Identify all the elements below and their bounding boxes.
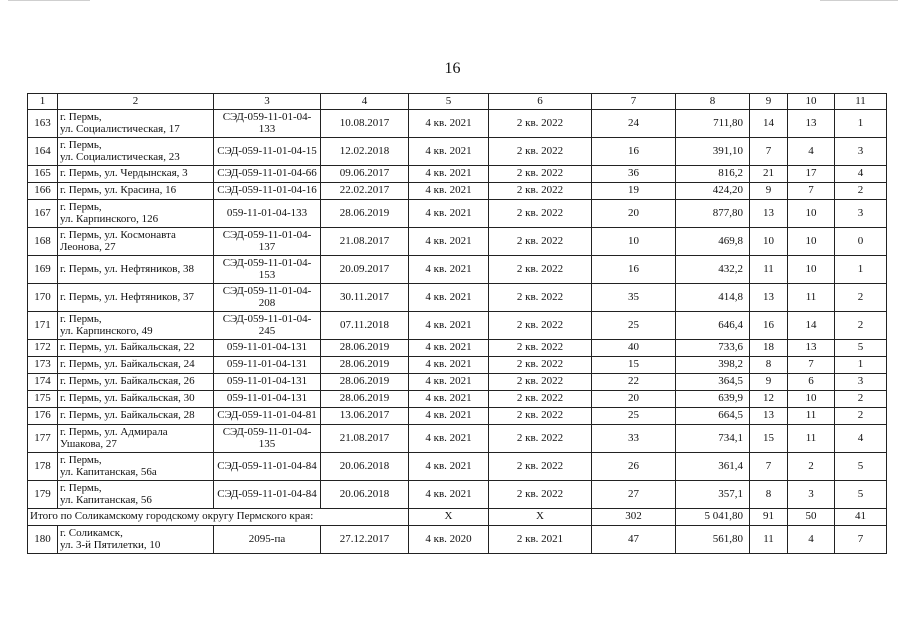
table-row [28, 453, 887, 481]
address-cell [58, 138, 214, 166]
address-cell [58, 284, 214, 312]
end-period-cell: 2 кв. 2022 [489, 256, 592, 284]
address-cell [58, 228, 214, 256]
column-number-9: 9 [750, 94, 788, 110]
document-date-cell: 12.02.2018 [321, 138, 409, 166]
document-number-cell [214, 138, 321, 166]
value-9-cell: 9 [750, 374, 788, 391]
area-cell: 816,2 [676, 166, 750, 183]
value-10-cell: 10 [788, 228, 835, 256]
table-row [28, 340, 887, 357]
top-rule-right [820, 0, 898, 1]
summary-c8: 5 041,80 [676, 509, 750, 526]
cell-line: 2095-па [248, 532, 286, 545]
column-number-8: 8 [676, 94, 750, 110]
row-number: 174 [28, 374, 58, 391]
area-cell: 733,6 [676, 340, 750, 357]
end-period-cell: 2 кв. 2022 [489, 200, 592, 228]
start-period-cell: 4 кв. 2021 [409, 357, 489, 374]
end-period-cell: 2 кв. 2022 [489, 312, 592, 340]
count-cell: 33 [592, 425, 676, 453]
count-cell: 22 [592, 374, 676, 391]
cell-line: ул. Карпинского, 49 [60, 324, 153, 337]
row-number: 163 [28, 110, 58, 138]
count-cell: 27 [592, 481, 676, 509]
table-row [28, 228, 887, 256]
value-9-cell: 7 [750, 453, 788, 481]
start-period-cell: 4 кв. 2021 [409, 374, 489, 391]
table-row [28, 256, 887, 284]
page-number: 16 [444, 60, 461, 77]
address-cell [58, 526, 214, 554]
count-cell: 35 [592, 284, 676, 312]
area-cell: 711,80 [676, 110, 750, 138]
cell-line: СЭД-059-11-01-04- [222, 257, 312, 269]
row-number: 173 [28, 357, 58, 374]
cell-line: СЭД-059-11-01-04- [222, 426, 312, 438]
column-number-6: 6 [489, 94, 592, 110]
value-11-cell: 2 [835, 408, 887, 425]
value-10-cell: 17 [788, 166, 835, 183]
start-period-cell: 4 кв. 2020 [409, 526, 489, 554]
value-10-cell: 4 [788, 526, 835, 554]
value-11-cell: 3 [835, 200, 887, 228]
address-cell [58, 374, 214, 391]
value-10-cell: 13 [788, 340, 835, 357]
column-number-7: 7 [592, 94, 676, 110]
row-number: 169 [28, 256, 58, 284]
row-number: 180 [28, 526, 58, 554]
cell-line: 059-11-01-04-131 [226, 375, 308, 388]
cell-line: ул. Капитанская, 56 [60, 493, 152, 506]
row-number: 176 [28, 408, 58, 425]
table-body [28, 94, 887, 554]
end-period-cell: 2 кв. 2022 [489, 453, 592, 481]
end-period-cell: 2 кв. 2022 [489, 391, 592, 408]
end-period-cell: 2 кв. 2022 [489, 408, 592, 425]
cell-line: ул. Капитанская, 56а [60, 465, 157, 478]
area-cell: 469,8 [676, 228, 750, 256]
cell-line: СЭД-059-11-01-04-84 [217, 459, 317, 472]
cell-line: 133 [258, 122, 276, 135]
table-row [28, 200, 887, 228]
count-cell: 20 [592, 391, 676, 408]
document-number-cell [214, 312, 321, 340]
table-row [28, 391, 887, 408]
value-11-cell: 0 [835, 228, 887, 256]
start-period-cell: 4 кв. 2021 [409, 425, 489, 453]
area-cell: 357,1 [676, 481, 750, 509]
value-9-cell: 15 [750, 425, 788, 453]
document-number-cell [214, 481, 321, 509]
value-11-cell: 2 [835, 284, 887, 312]
cell-line: 059-11-01-04-133 [226, 206, 308, 219]
summary-c6: Х [489, 509, 592, 526]
value-10-cell: 10 [788, 200, 835, 228]
value-9-cell: 16 [750, 312, 788, 340]
count-cell: 25 [592, 408, 676, 425]
cell-line: г. Пермь, ул. Нефтяников, 38 [60, 262, 194, 275]
area-cell: 664,5 [676, 408, 750, 425]
cell-line: 135 [258, 437, 276, 450]
address-cell [58, 425, 214, 453]
cell-line: СЭД-059-11-01-04-16 [217, 184, 317, 197]
value-11-cell: 5 [835, 340, 887, 357]
start-period-cell: 4 кв. 2021 [409, 391, 489, 408]
cell-line: г. Пермь, ул. Байкальская, 24 [60, 358, 195, 371]
value-11-cell: 4 [835, 166, 887, 183]
value-9-cell: 21 [750, 166, 788, 183]
start-period-cell: 4 кв. 2021 [409, 408, 489, 425]
address-cell [58, 312, 214, 340]
document-number-cell [214, 228, 321, 256]
cell-line: СЭД-059-11-01-04-81 [217, 409, 317, 422]
table-row [28, 166, 887, 183]
value-11-cell: 7 [835, 526, 887, 554]
row-number: 165 [28, 166, 58, 183]
end-period-cell: 2 кв. 2022 [489, 138, 592, 166]
address-cell [58, 481, 214, 509]
count-cell: 10 [592, 228, 676, 256]
cell-line: ул. 3-й Пятилетки, 10 [60, 538, 161, 551]
start-period-cell: 4 кв. 2021 [409, 228, 489, 256]
document-date-cell: 20.06.2018 [321, 481, 409, 509]
document-number-cell [214, 357, 321, 374]
value-11-cell: 5 [835, 481, 887, 509]
row-number: 179 [28, 481, 58, 509]
cell-line: ул. Социалистическая, 17 [60, 122, 180, 135]
address-cell [58, 357, 214, 374]
start-period-cell: 4 кв. 2021 [409, 166, 489, 183]
value-10-cell: 10 [788, 391, 835, 408]
table-row [28, 183, 887, 200]
value-9-cell: 18 [750, 340, 788, 357]
start-period-cell: 4 кв. 2021 [409, 256, 489, 284]
column-number-5: 5 [409, 94, 489, 110]
document-date-cell: 20.06.2018 [321, 453, 409, 481]
table-row [28, 357, 887, 374]
summary-c10: 50 [788, 509, 835, 526]
count-cell: 15 [592, 357, 676, 374]
area-cell: 877,80 [676, 200, 750, 228]
area-cell: 424,20 [676, 183, 750, 200]
document-number-cell [214, 110, 321, 138]
table-row [28, 312, 887, 340]
summary-c7: 302 [592, 509, 676, 526]
document-date-cell: 07.11.2018 [321, 312, 409, 340]
cell-line: СЭД-059-11-01-04-66 [217, 167, 317, 180]
start-period-cell: 4 кв. 2021 [409, 200, 489, 228]
row-number: 172 [28, 340, 58, 357]
cell-line: 245 [258, 324, 276, 337]
end-period-cell: 2 кв. 2022 [489, 425, 592, 453]
value-9-cell: 9 [750, 183, 788, 200]
end-period-cell: 2 кв. 2022 [489, 481, 592, 509]
count-cell: 40 [592, 340, 676, 357]
cell-line: г. Пермь, ул. Нефтяников, 37 [60, 290, 194, 303]
end-period-cell: 2 кв. 2021 [489, 526, 592, 554]
value-10-cell: 14 [788, 312, 835, 340]
area-cell: 364,5 [676, 374, 750, 391]
value-11-cell: 3 [835, 374, 887, 391]
table-row [28, 425, 887, 453]
cell-line: ул. Социалистическая, 23 [60, 150, 180, 163]
cell-line: г. Пермь, ул. Байкальская, 26 [60, 375, 195, 388]
count-cell: 36 [592, 166, 676, 183]
area-cell: 646,4 [676, 312, 750, 340]
row-number: 175 [28, 391, 58, 408]
column-number-4: 4 [321, 94, 409, 110]
summary-row [28, 509, 887, 526]
column-number-row [28, 94, 887, 110]
area-cell: 361,4 [676, 453, 750, 481]
cell-line: 059-11-01-04-131 [226, 341, 308, 354]
summary-c9: 91 [750, 509, 788, 526]
cell-line: г. Пермь, [60, 313, 102, 325]
value-11-cell: 1 [835, 256, 887, 284]
row-number: 178 [28, 453, 58, 481]
table-row [28, 481, 887, 509]
value-9-cell: 11 [750, 526, 788, 554]
cell-line: Леонова, 27 [60, 240, 116, 253]
end-period-cell: 2 кв. 2022 [489, 340, 592, 357]
table-row [28, 526, 887, 554]
table-row [28, 284, 887, 312]
count-cell: 24 [592, 110, 676, 138]
registry-table [27, 93, 887, 554]
cell-line: г. Пермь, ул. Байкальская, 30 [60, 392, 195, 405]
cell-line: Ушакова, 27 [60, 437, 117, 450]
cell-line: г. Пермь, ул. Космонавта [60, 229, 176, 241]
address-cell [58, 110, 214, 138]
address-cell [58, 340, 214, 357]
document-number-cell [214, 374, 321, 391]
row-number: 164 [28, 138, 58, 166]
document-date-cell: 28.06.2019 [321, 340, 409, 357]
count-cell: 16 [592, 138, 676, 166]
value-10-cell: 10 [788, 256, 835, 284]
area-cell: 432,2 [676, 256, 750, 284]
cell-line: СЭД-059-11-01-04-84 [217, 487, 317, 500]
cell-line: г. Пермь, ул. Красина, 16 [60, 184, 177, 197]
table-row [28, 110, 887, 138]
row-number: 167 [28, 200, 58, 228]
row-number: 168 [28, 228, 58, 256]
cell-line: 059-11-01-04-131 [226, 358, 308, 371]
area-cell: 414,8 [676, 284, 750, 312]
document-date-cell: 28.06.2019 [321, 200, 409, 228]
end-period-cell: 2 кв. 2022 [489, 183, 592, 200]
column-number-10: 10 [788, 94, 835, 110]
value-10-cell: 11 [788, 284, 835, 312]
value-11-cell: 1 [835, 110, 887, 138]
value-11-cell: 2 [835, 312, 887, 340]
document-number-cell [214, 200, 321, 228]
table-row [28, 408, 887, 425]
document-number-cell [214, 166, 321, 183]
address-cell [58, 453, 214, 481]
value-9-cell: 10 [750, 228, 788, 256]
document-date-cell: 13.06.2017 [321, 408, 409, 425]
cell-line: 208 [258, 296, 276, 309]
count-cell: 26 [592, 453, 676, 481]
start-period-cell: 4 кв. 2021 [409, 312, 489, 340]
address-cell [58, 183, 214, 200]
value-10-cell: 7 [788, 183, 835, 200]
document-date-cell: 28.06.2019 [321, 391, 409, 408]
summary-c5: Х [409, 509, 489, 526]
value-9-cell: 7 [750, 138, 788, 166]
address-cell [58, 408, 214, 425]
end-period-cell: 2 кв. 2022 [489, 166, 592, 183]
value-10-cell: 13 [788, 110, 835, 138]
address-cell [58, 200, 214, 228]
area-cell: 391,10 [676, 138, 750, 166]
document-date-cell: 28.06.2019 [321, 357, 409, 374]
document-date-cell: 22.02.2017 [321, 183, 409, 200]
cell-line: СЭД-059-11-01-04- [222, 229, 312, 241]
cell-line: г. Пермь, [60, 482, 102, 494]
document-number-cell [214, 284, 321, 312]
cell-line: г. Пермь, ул. Адмирала [60, 426, 168, 438]
table-row [28, 374, 887, 391]
area-cell: 398,2 [676, 357, 750, 374]
value-11-cell: 5 [835, 453, 887, 481]
cell-line: СЭД-059-11-01-04- [222, 285, 312, 297]
row-number: 170 [28, 284, 58, 312]
row-number: 177 [28, 425, 58, 453]
value-9-cell: 11 [750, 256, 788, 284]
document-date-cell: 10.08.2017 [321, 110, 409, 138]
column-number-2: 2 [58, 94, 214, 110]
cell-line: г. Пермь, ул. Чердынская, 3 [60, 167, 188, 180]
document-number-cell [214, 256, 321, 284]
area-cell: 639,9 [676, 391, 750, 408]
document-date-cell: 20.09.2017 [321, 256, 409, 284]
column-number-3: 3 [214, 94, 321, 110]
start-period-cell: 4 кв. 2021 [409, 453, 489, 481]
table-row [28, 138, 887, 166]
value-11-cell: 2 [835, 391, 887, 408]
value-11-cell: 3 [835, 138, 887, 166]
document-date-cell: 30.11.2017 [321, 284, 409, 312]
value-10-cell: 2 [788, 453, 835, 481]
column-number-1: 1 [28, 94, 58, 110]
value-11-cell: 1 [835, 357, 887, 374]
end-period-cell: 2 кв. 2022 [489, 228, 592, 256]
column-number-11: 11 [835, 94, 887, 110]
document-number-cell [214, 183, 321, 200]
count-cell: 19 [592, 183, 676, 200]
cell-line: г. Пермь, [60, 139, 102, 151]
cell-line: 059-11-01-04-131 [226, 392, 308, 405]
start-period-cell: 4 кв. 2021 [409, 183, 489, 200]
address-cell [58, 166, 214, 183]
document-date-cell: 21.08.2017 [321, 425, 409, 453]
end-period-cell: 2 кв. 2022 [489, 110, 592, 138]
value-11-cell: 2 [835, 183, 887, 200]
value-10-cell: 6 [788, 374, 835, 391]
cell-line: 153 [258, 268, 276, 281]
value-9-cell: 14 [750, 110, 788, 138]
cell-line: г. Соликамск, [60, 527, 123, 539]
value-10-cell: 4 [788, 138, 835, 166]
count-cell: 47 [592, 526, 676, 554]
area-cell: 734,1 [676, 425, 750, 453]
row-number: 171 [28, 312, 58, 340]
value-9-cell: 13 [750, 284, 788, 312]
cell-line: 137 [258, 240, 276, 253]
value-10-cell: 7 [788, 357, 835, 374]
end-period-cell: 2 кв. 2022 [489, 284, 592, 312]
document-date-cell: 21.08.2017 [321, 228, 409, 256]
area-cell: 561,80 [676, 526, 750, 554]
document-number-cell [214, 391, 321, 408]
value-11-cell: 4 [835, 425, 887, 453]
start-period-cell: 4 кв. 2021 [409, 138, 489, 166]
end-period-cell: 2 кв. 2022 [489, 374, 592, 391]
value-9-cell: 8 [750, 481, 788, 509]
end-period-cell: 2 кв. 2022 [489, 357, 592, 374]
cell-line: СЭД-059-11-01-04-15 [217, 144, 317, 157]
value-9-cell: 13 [750, 408, 788, 425]
value-10-cell: 3 [788, 481, 835, 509]
count-cell: 20 [592, 200, 676, 228]
cell-line: г. Пермь, [60, 111, 102, 123]
value-10-cell: 11 [788, 408, 835, 425]
cell-line: г. Пермь, [60, 454, 102, 466]
value-9-cell: 8 [750, 357, 788, 374]
start-period-cell: 4 кв. 2021 [409, 284, 489, 312]
value-10-cell: 11 [788, 425, 835, 453]
start-period-cell: 4 кв. 2021 [409, 340, 489, 357]
document-date-cell: 09.06.2017 [321, 166, 409, 183]
document-number-cell [214, 425, 321, 453]
address-cell [58, 391, 214, 408]
document-number-cell [214, 526, 321, 554]
document-number-cell [214, 340, 321, 357]
value-9-cell: 13 [750, 200, 788, 228]
document-date-cell: 27.12.2017 [321, 526, 409, 554]
cell-line: ул. Карпинского, 126 [60, 212, 159, 225]
cell-line: г. Пермь, ул. Байкальская, 28 [60, 409, 195, 422]
value-9-cell: 12 [750, 391, 788, 408]
row-number: 166 [28, 183, 58, 200]
summary-label: Итого по Соликамскому городскому округу Пермского края: [28, 509, 409, 526]
count-cell: 16 [592, 256, 676, 284]
address-cell [58, 256, 214, 284]
cell-line: г. Пермь, [60, 201, 102, 213]
summary-c11: 41 [835, 509, 887, 526]
cell-line: г. Пермь, ул. Байкальская, 22 [60, 341, 195, 354]
count-cell: 25 [592, 312, 676, 340]
cell-line: СЭД-059-11-01-04- [222, 111, 312, 123]
document-date-cell: 28.06.2019 [321, 374, 409, 391]
cell-line: СЭД-059-11-01-04- [222, 313, 312, 325]
start-period-cell: 4 кв. 2021 [409, 110, 489, 138]
document-number-cell [214, 453, 321, 481]
document-number-cell [214, 408, 321, 425]
start-period-cell: 4 кв. 2021 [409, 481, 489, 509]
top-rule-left [8, 0, 90, 1]
